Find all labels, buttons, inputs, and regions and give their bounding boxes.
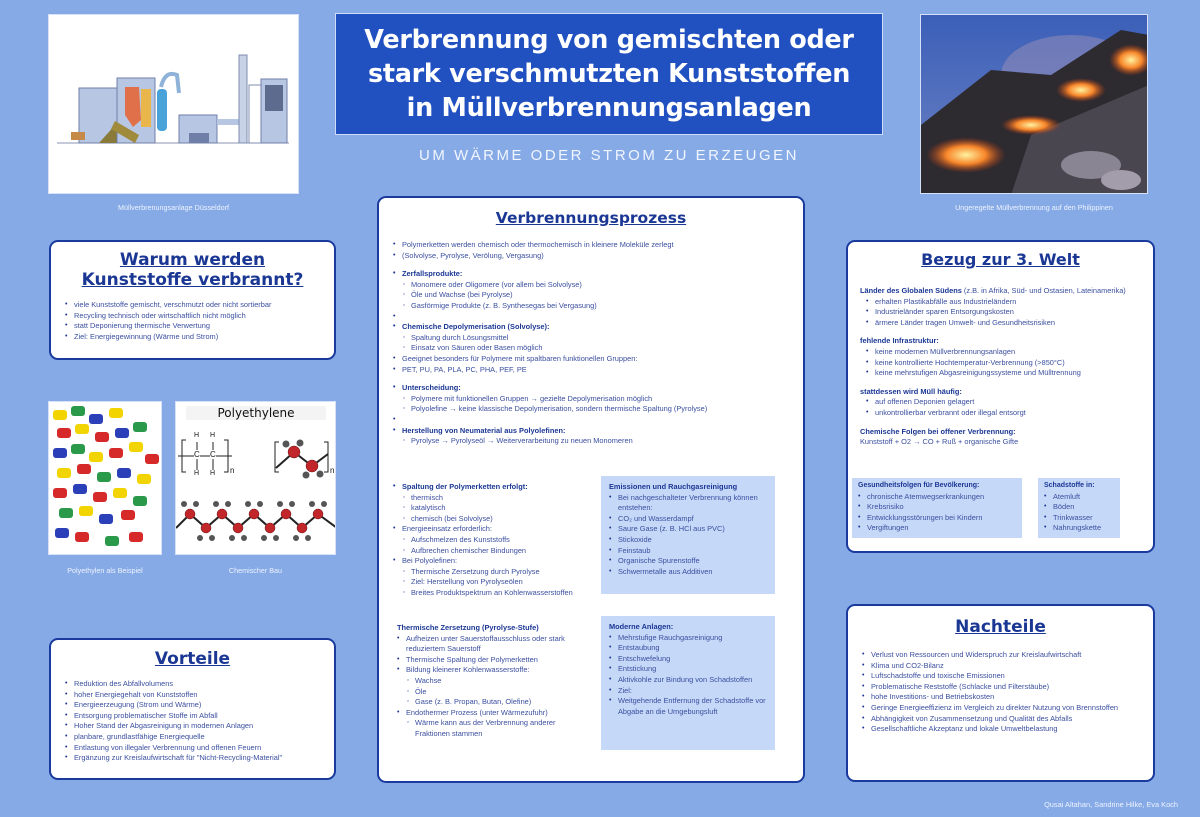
polyethylene-pellets-photo	[48, 401, 162, 555]
polymer-types-text: • PET, PU, PA, PLA, PC, PHA, PEF, PE	[393, 365, 789, 376]
endothermic-item: ◦ Wärme kann aus der Verbrennung anderer Fraktionen stammen	[407, 718, 557, 739]
thermal-decomposition-section	[397, 623, 593, 740]
decay-products-heading: • Zerfallsprodukte:	[393, 269, 789, 280]
decay-product-item: ◦ Gasförmige Produkte (z. B. Synthesegas bei Vergasung)	[403, 301, 789, 312]
disadvantage-item: • Luftschadstoffe und toxische Emissionen	[862, 671, 1139, 682]
emissions-heading: Emissionen und Rauchgasreinigung	[609, 482, 738, 491]
poster-title-box	[335, 13, 883, 135]
advantages-card	[49, 638, 336, 780]
infrastructure-item: • keine kontrollierte Hochtemperatur-Verbrennung (>850°C)	[866, 358, 1141, 369]
advantage-item: • Energieerzeugung (Strom und Wärme)	[65, 700, 320, 711]
process-intro-item: • (Solvolyse, Pyrolyse, Verölung, Vergasung)	[393, 251, 789, 262]
decay-products-section	[393, 269, 789, 280]
poster-title-line-3: in Müllverbrennungsanlagen	[406, 93, 812, 123]
chemical-consequences-heading: Chemische Folgen bei offener Verbrennung:	[860, 426, 1016, 436]
new-material-list	[403, 436, 789, 447]
plant-image-caption: Müllverbrenungsanlage Düsseldorf	[117, 203, 230, 212]
polyolefins-heading: • Bei Polyolefinen:	[393, 556, 593, 567]
cleavage-method-item: ◦ katalytisch	[403, 503, 593, 514]
hydrogen-atom-label: H	[210, 470, 216, 477]
cleavage-method-item: ◦ chemisch (bei Solvolyse)	[403, 514, 593, 525]
global-south-regions: (z.B. in Afrika, Süd- und Ostasien, Lateinamerika)	[961, 286, 1126, 295]
decay-product-item: ◦ Monomere oder Oligomere (vor allem bei Solvolyse)	[403, 280, 789, 291]
new-material-heading: • Herstellung von Neumaterial aus Polyolefinen:	[393, 426, 789, 437]
advantage-item: • Reduktion des Abfallvolumens	[65, 679, 320, 690]
suited-polymers-text: • Geeignet besonders für Polymere mit spaltbaren funktionellen Gruppen:	[393, 354, 789, 365]
modern-plant-item: • Entstaubung	[609, 643, 767, 654]
global-south-heading: Länder des Globalen Südens	[860, 286, 962, 295]
pollutant-item: • Nahrungskette	[1044, 523, 1114, 534]
hydrogen-atom-label: H	[210, 432, 216, 439]
why-burn-item: • Ziel: Energiegewinnung (Wärme und Strom)	[65, 332, 320, 343]
hydrocarbon-product-item: ◦ Gase (z. B. Propan, Butan, Olefine)	[407, 697, 593, 708]
thermal-decomposition-item: • Thermische Spaltung der Polymerketten	[397, 655, 577, 666]
depolymerisation-section	[393, 322, 789, 333]
why-burn-item: • Recycling technisch oder wirtschaftlich nicht möglich	[65, 311, 320, 322]
why-burn-item: • viele Kunststoffe gemischt, verschmutzt oder nicht sortierbar	[65, 300, 320, 311]
emission-item: • Saure Gase (z. B. HCl aus PVC)	[609, 524, 767, 535]
disadvantage-item: • Klima und CO2-Bilanz	[862, 661, 1139, 672]
polyolefins-item: ◦ Breites Produktspektrum an Kohlenwasserstoffen	[403, 588, 578, 599]
disadvantage-item: • Verlust von Ressourcen und Widerspruch zur Kreislaufwirtschaft	[862, 650, 1139, 661]
disadvantage-item: • Gesellschaftliche Akzeptanz und lokale Umweltbelastung	[862, 724, 1139, 735]
health-effect-item: • Vergiftungen	[858, 523, 1016, 534]
empty-bullet	[393, 415, 789, 426]
process-intro-item: • Polymerketten werden chemisch oder thermochemisch in kleinere Moleküle zerlegt	[393, 240, 789, 251]
health-effects-heading: Gesundheitsfolgen für Bevölkerung:	[858, 482, 980, 489]
pollutant-item: • Atemluft	[1044, 492, 1114, 503]
why-burn-list	[65, 300, 320, 342]
modern-plant-item: • Entstickung	[609, 664, 767, 675]
global-south-item: • erhalten Plastikabfälle aus Industrieländern	[866, 297, 1141, 308]
depolymerisation-heading: • Chemische Depolymerisation (Solvolyse):	[393, 322, 789, 333]
advantages-list	[65, 679, 320, 764]
emission-item: • Feinstaub	[609, 546, 767, 557]
advantages-title: Vorteile	[154, 649, 231, 669]
hydrocarbon-product-item: ◦ Wachse	[407, 676, 593, 687]
modern-plants-box	[601, 616, 775, 750]
distinction-heading: • Unterscheidung:	[393, 383, 789, 394]
disadvantage-item: • hohe Investitions- und Betriebskosten	[862, 692, 1139, 703]
plant-diagram-image	[48, 14, 299, 194]
advantage-item: • Ergänzung zur Kreislaufwirtschaft für "Nicht-Recycling-Material"	[65, 753, 320, 764]
infrastructure-item: • keine modernen Müllverbrennungsanlagen	[866, 347, 1141, 358]
disadvantages-list	[862, 650, 1139, 735]
health-effect-item: • Krebsrisiko	[858, 502, 1016, 513]
decay-products-list	[403, 280, 789, 312]
structure-label: Polyethylene	[186, 406, 326, 420]
emission-item: • Organische Spurenstoffe	[609, 556, 767, 567]
emission-item: • CO₂ und Wasserdampf	[609, 514, 767, 525]
modern-plant-item: • Ziel:	[609, 686, 767, 697]
modern-plant-item: • Mehrstufige Rauchgasreinigung	[609, 633, 767, 644]
carbon-atom-label: C	[194, 450, 200, 459]
chemical-consequences-text: Kunststoff + O2 → CO + Ruß + organische Gifte	[860, 437, 1019, 447]
modern-plant-item: • Weitgehende Entfernung der Schadstoffe vor Abgabe an die Umgebungsluft	[609, 696, 767, 717]
repeat-unit-subscript: n	[330, 466, 335, 475]
chain-cleavage-section	[393, 482, 593, 599]
chain-cleavage-heading: • Spaltung der Polymerketten erfolgt:	[393, 482, 593, 493]
endothermic-heading: • Endothermer Prozess (unter Wärmezufuhr)	[397, 708, 593, 719]
pollutant-item: • Trinkwasser	[1044, 513, 1114, 524]
depolymerisation-list	[403, 333, 789, 354]
authors-credit: Qusai Altahan, Sandrine Hilke, Eva Koch	[1044, 800, 1178, 809]
disadvantages-card	[846, 604, 1155, 782]
infrastructure-heading: fehlende Infrastruktur:	[860, 336, 939, 346]
hydrogen-atom-label: H	[194, 432, 200, 439]
poster-subtitle: UM WÄRME ODER STROM ZU ERZEUGEN	[419, 147, 799, 164]
health-effect-item: • chronische Atemwegserkrankungen	[858, 492, 1016, 503]
modern-plant-item: • Entschwefelung	[609, 654, 767, 665]
infrastructure-item: • keine mehrstufigen Abgasreinigungssysteme und Mülltrennung	[866, 368, 1141, 379]
depolymerisation-item: ◦ Einsatz von Säuren oder Basen möglich	[403, 343, 789, 354]
third-world-card	[846, 240, 1155, 553]
distinction-item: ◦ Polyolefine → keine klassische Depolymerisation, sondern thermische Spaltung (Pyrolyse)	[403, 404, 789, 415]
poster-title-line-2: stark verschmutzten Kunststoffen	[367, 59, 851, 89]
instead-item: • unkontrollierbar verbrannt oder illegal entsorgt	[866, 408, 1141, 419]
emissions-box	[601, 476, 775, 594]
global-south-item: • ärmere Länder tragen Umwelt- und Gesundheitsrisiken	[866, 318, 1141, 329]
process-intro-list	[393, 240, 789, 261]
depolymerisation-item: ◦ Spaltung durch Lösungsmittel	[403, 333, 789, 344]
thermal-decomposition-heading: Thermische Zersetzung (Pyrolyse-Stufe)	[397, 623, 539, 632]
why-burn-card	[49, 240, 336, 360]
decay-product-item: ◦ Öle und Wachse (bei Pyrolyse)	[403, 290, 789, 301]
new-material-item: ◦ Pyrolyse → Pyrolyseöl → Weiterverarbeitung zu neuen Monomeren	[403, 436, 789, 447]
thermal-decomposition-item: • Bildung kleinerer Kohlenwasserstoffe:	[397, 665, 577, 676]
advantage-item: • Hoher Stand der Abgasreinigung in modernen Anlagen	[65, 721, 320, 732]
why-burn-title: Warum werden Kunststoffe verbrannt?	[81, 250, 304, 290]
instead-heading: stattdessen wird Müll häufig:	[860, 386, 962, 396]
pellets-caption: Polyethylen als Beispiel	[67, 566, 143, 575]
polyolefins-item: ◦ Ziel: Herstellung von Pyrolyseölen	[403, 577, 578, 588]
disadvantage-item: • Geringe Energieeffizienz im Vergleich zu direkter Nutzung von Brennstoffen	[862, 703, 1139, 714]
open-burning-caption: Ungeregelte Müllverbrennung auf den Philippinen	[955, 203, 1113, 212]
poster-title-line-1: Verbrennung von gemischten oder	[364, 25, 854, 55]
pollutant-item: • Böden	[1044, 502, 1114, 513]
pollutants-box	[1038, 478, 1120, 538]
distinction-list	[403, 394, 789, 415]
why-burn-item: • statt Deponierung thermische Verwertung	[65, 321, 320, 332]
modern-plant-item: • Aktivkohle zur Bindung von Schadstoffen	[609, 675, 767, 686]
structure-caption: Chemischer Bau	[228, 566, 283, 575]
health-effect-item: • Entwicklungsstörungen bei Kindern	[858, 513, 1016, 524]
hydrocarbon-product-item: ◦ Öle	[407, 687, 593, 698]
energy-input-item: ◦ Aufbrechen chemischer Bindungen	[403, 546, 593, 557]
health-effects-box	[852, 478, 1022, 538]
hydrogen-atom-label: H	[194, 470, 200, 477]
disadvantage-item: • Problematische Reststoffe (Schlacke und Filterstäube)	[862, 682, 1139, 693]
carbon-atom-label: C	[210, 450, 216, 459]
third-world-title: Bezug zur 3. Welt	[921, 250, 1080, 269]
modern-plants-heading: Moderne Anlagen:	[609, 622, 674, 631]
polyolefins-item: ◦ Thermische Zersetzung durch Pyrolyse	[403, 567, 578, 578]
distinction-item: ◦ Polymere mit funktionellen Gruppen → gezielte Depolymerisation möglich	[403, 394, 789, 405]
advantage-item: • Entlastung von illegaler Verbrennung und offenen Feuern	[65, 743, 320, 754]
emission-item: • Bei nachgeschalteter Verbrennung können entstehen:	[609, 493, 767, 514]
repeat-unit-subscript: n	[230, 466, 235, 475]
disadvantages-title: Nachteile	[955, 617, 1046, 637]
empty-bullet	[393, 312, 789, 323]
global-south-item: • Industrieländer sparen Entsorgungskosten	[866, 307, 1141, 318]
energy-input-heading: • Energieeinsatz erforderlich:	[393, 524, 593, 535]
combustion-process-title: Verbrennungsprozess	[495, 209, 687, 227]
polyethylene-structure-image	[175, 401, 336, 555]
cleavage-method-item: ◦ thermisch	[403, 493, 593, 504]
energy-input-item: ◦ Aufschmelzen des Kunststoffs	[403, 535, 593, 546]
advantage-item: • planbare, grundlastfähige Energiequelle	[65, 732, 320, 743]
emission-item: • Stickoxide	[609, 535, 767, 546]
instead-item: • auf offenen Deponien gelagert	[866, 397, 1141, 408]
disadvantage-item: • Abhängigkeit von Zusammensetzung und Qualität des Abfalls	[862, 714, 1139, 725]
pollutants-heading: Schadstoffe in:	[1044, 482, 1095, 489]
thermal-decomposition-item: • Aufheizen unter Sauerstoffausschluss oder stark reduziertem Sauerstoff	[397, 634, 577, 655]
open-burning-photo	[920, 14, 1148, 194]
advantage-item: • Entsorgung problematischer Stoffe im Abfall	[65, 711, 320, 722]
global-south-text	[860, 286, 1141, 297]
combustion-process-card	[377, 196, 805, 783]
emission-item: • Schwermetalle aus Additiven	[609, 567, 767, 578]
advantage-item: • hoher Energiegehalt von Kunststoffen	[65, 690, 320, 701]
